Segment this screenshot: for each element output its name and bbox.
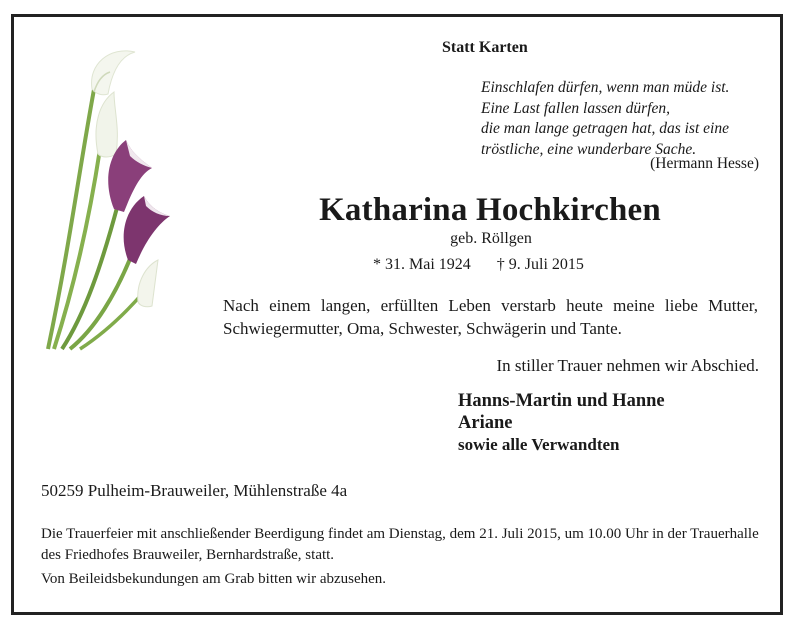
- family-line-3: sowie alle Verwandten: [458, 435, 620, 454]
- condolence-note: Von Beileidsbekundungen am Grab bitten wir abzusehen.: [41, 571, 387, 587]
- poem-block: [481, 78, 729, 160]
- poem-line: Einschlafen dürfen, wenn man müde ist.: [481, 79, 730, 96]
- life-dates: [373, 256, 584, 274]
- farewell-line: In stiller Trauer nehmen wir Abschied.: [496, 356, 759, 375]
- poem-line: tröstliche, eine wunderbare Sache.: [481, 140, 697, 158]
- header-statt-karten: Statt Karten: [442, 39, 528, 56]
- poem-line: die man lange getragen hat, das ist eine: [481, 120, 729, 137]
- address: 50259 Pulheim-Brauweiler, Mühlenstraße 4a: [41, 481, 348, 500]
- funeral-info: Die Trauerfeier mit anschließender Beerdigung findet am Dienstag, dem 21. Juli 2015, um 10.00 Uhr in der Trauerhalle des Friedhofes Brauweiler, Bernhardstraße, statt.: [41, 526, 759, 563]
- deceased-name: Katharina Hochkirchen: [319, 192, 661, 228]
- maiden-name: geb. Röllgen: [450, 230, 532, 247]
- death-message: Nach einem langen, erfüllten Leben verstarb heute meine liebe Mutter, Schwiegermutter, Oma, Schwester, Schwägerin und Tante.: [223, 296, 758, 338]
- family-line-2: Ariane: [458, 412, 513, 433]
- poem-line: Eine Last fallen lassen dürfen,: [481, 99, 671, 117]
- poem-author: (Hermann Hesse): [650, 155, 759, 172]
- birth-date: * 31. Mai 1924: [373, 256, 471, 273]
- death-date: † 9. Juli 2015: [496, 256, 584, 273]
- family-signature: [458, 391, 665, 456]
- family-line-1: Hanns-Martin und Hanne: [458, 391, 665, 411]
